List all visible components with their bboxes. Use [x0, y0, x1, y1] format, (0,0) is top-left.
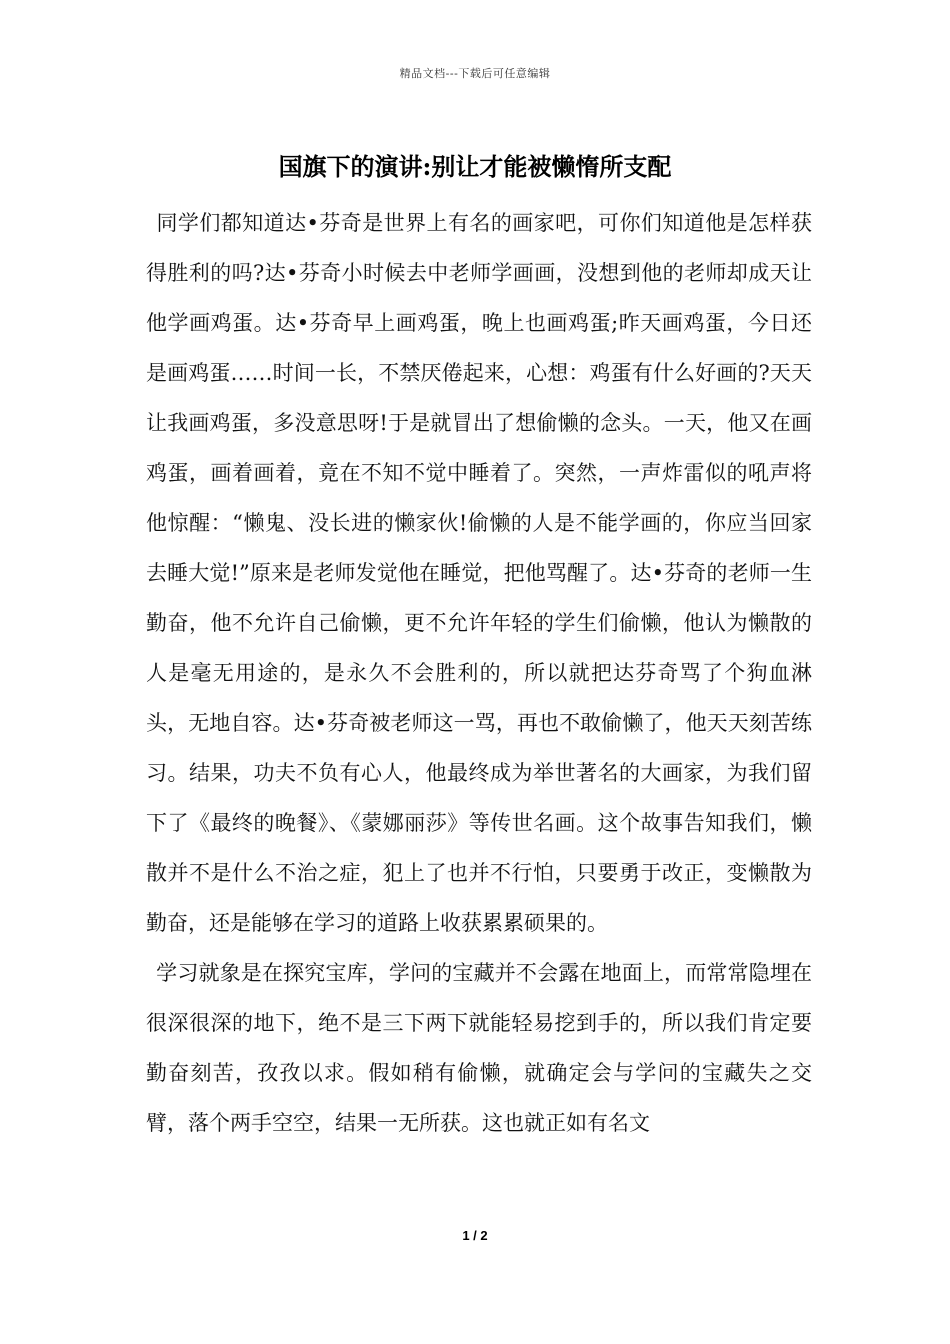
page-number: 1 / 2	[462, 1228, 488, 1243]
document-title: 国旗下的演讲:别让才能被懒惰所支配	[278, 152, 672, 181]
document-body	[146, 198, 812, 1148]
body-paragraph-1	[146, 198, 812, 948]
body-paragraph-2	[146, 948, 812, 1148]
body-paragraph-1-text: 同学们都知道达•芬奇是世界上有名的画家吧，可你们知道他是怎样获得胜利的吗?达•芬奇小时候去中老师学画画，没想到他的老师却成天让他学画鸡蛋。达•芬奇早上画鸡蛋，晚上也画鸡蛋;昨天画鸡蛋，今日还是画鸡蛋……时间一长，不禁厌倦起来，心想：鸡蛋有什么好画的?天天让我画鸡蛋，多没意思呀!于是就冒出了想偷懒的念头。一天，他又在画鸡蛋，画着画着，竟在不知不觉中睡着了。突然，一声炸雷似的吼声将他惊醒：“懒鬼、没长进的懒家伙!偷懒的人是不能学画的，你应当回家去睡大觉!”原来是老师发觉他在睡觉，把他骂醒了。达•芬奇的老师一生勤奋，他不允许自己偷懒，更不允许年轻的学生们偷懒，他认为懒散的人是毫无用途的，是永久不会胜利的，所以就把达芬奇骂了个狗血淋头，无地自容。达•芬奇被老师这一骂，再也不敢偷懒了，他天天刻苦练习。结果，功夫不负有心人，他最终成为举世著名的大画家，为我们留下了《最终的晚餐》、《蒙娜丽莎》等传世名画。这个故事告知我们，懒散并不是什么不治之症，犯上了也并不行怕，只要勇于改正，变懒散为勤奋，还是能够在学习的道路上收获累累硕果的。	[146, 211, 812, 935]
body-paragraph-2-text: 学习就象是在探究宝库，学问的宝藏并不会露在地面上，而常常隐埋在很深很深的地下，绝不是三下两下就能轻易挖到手的，所以我们肯定要勤奋刻苦，孜孜以求。假如稍有偷懒，就确定会与学问的宝藏失之交臂，落个两手空空，结果一无所获。这也就正如有名文	[146, 961, 812, 1135]
page-header-note: 精品文档---下载后可任意编辑	[399, 67, 551, 80]
